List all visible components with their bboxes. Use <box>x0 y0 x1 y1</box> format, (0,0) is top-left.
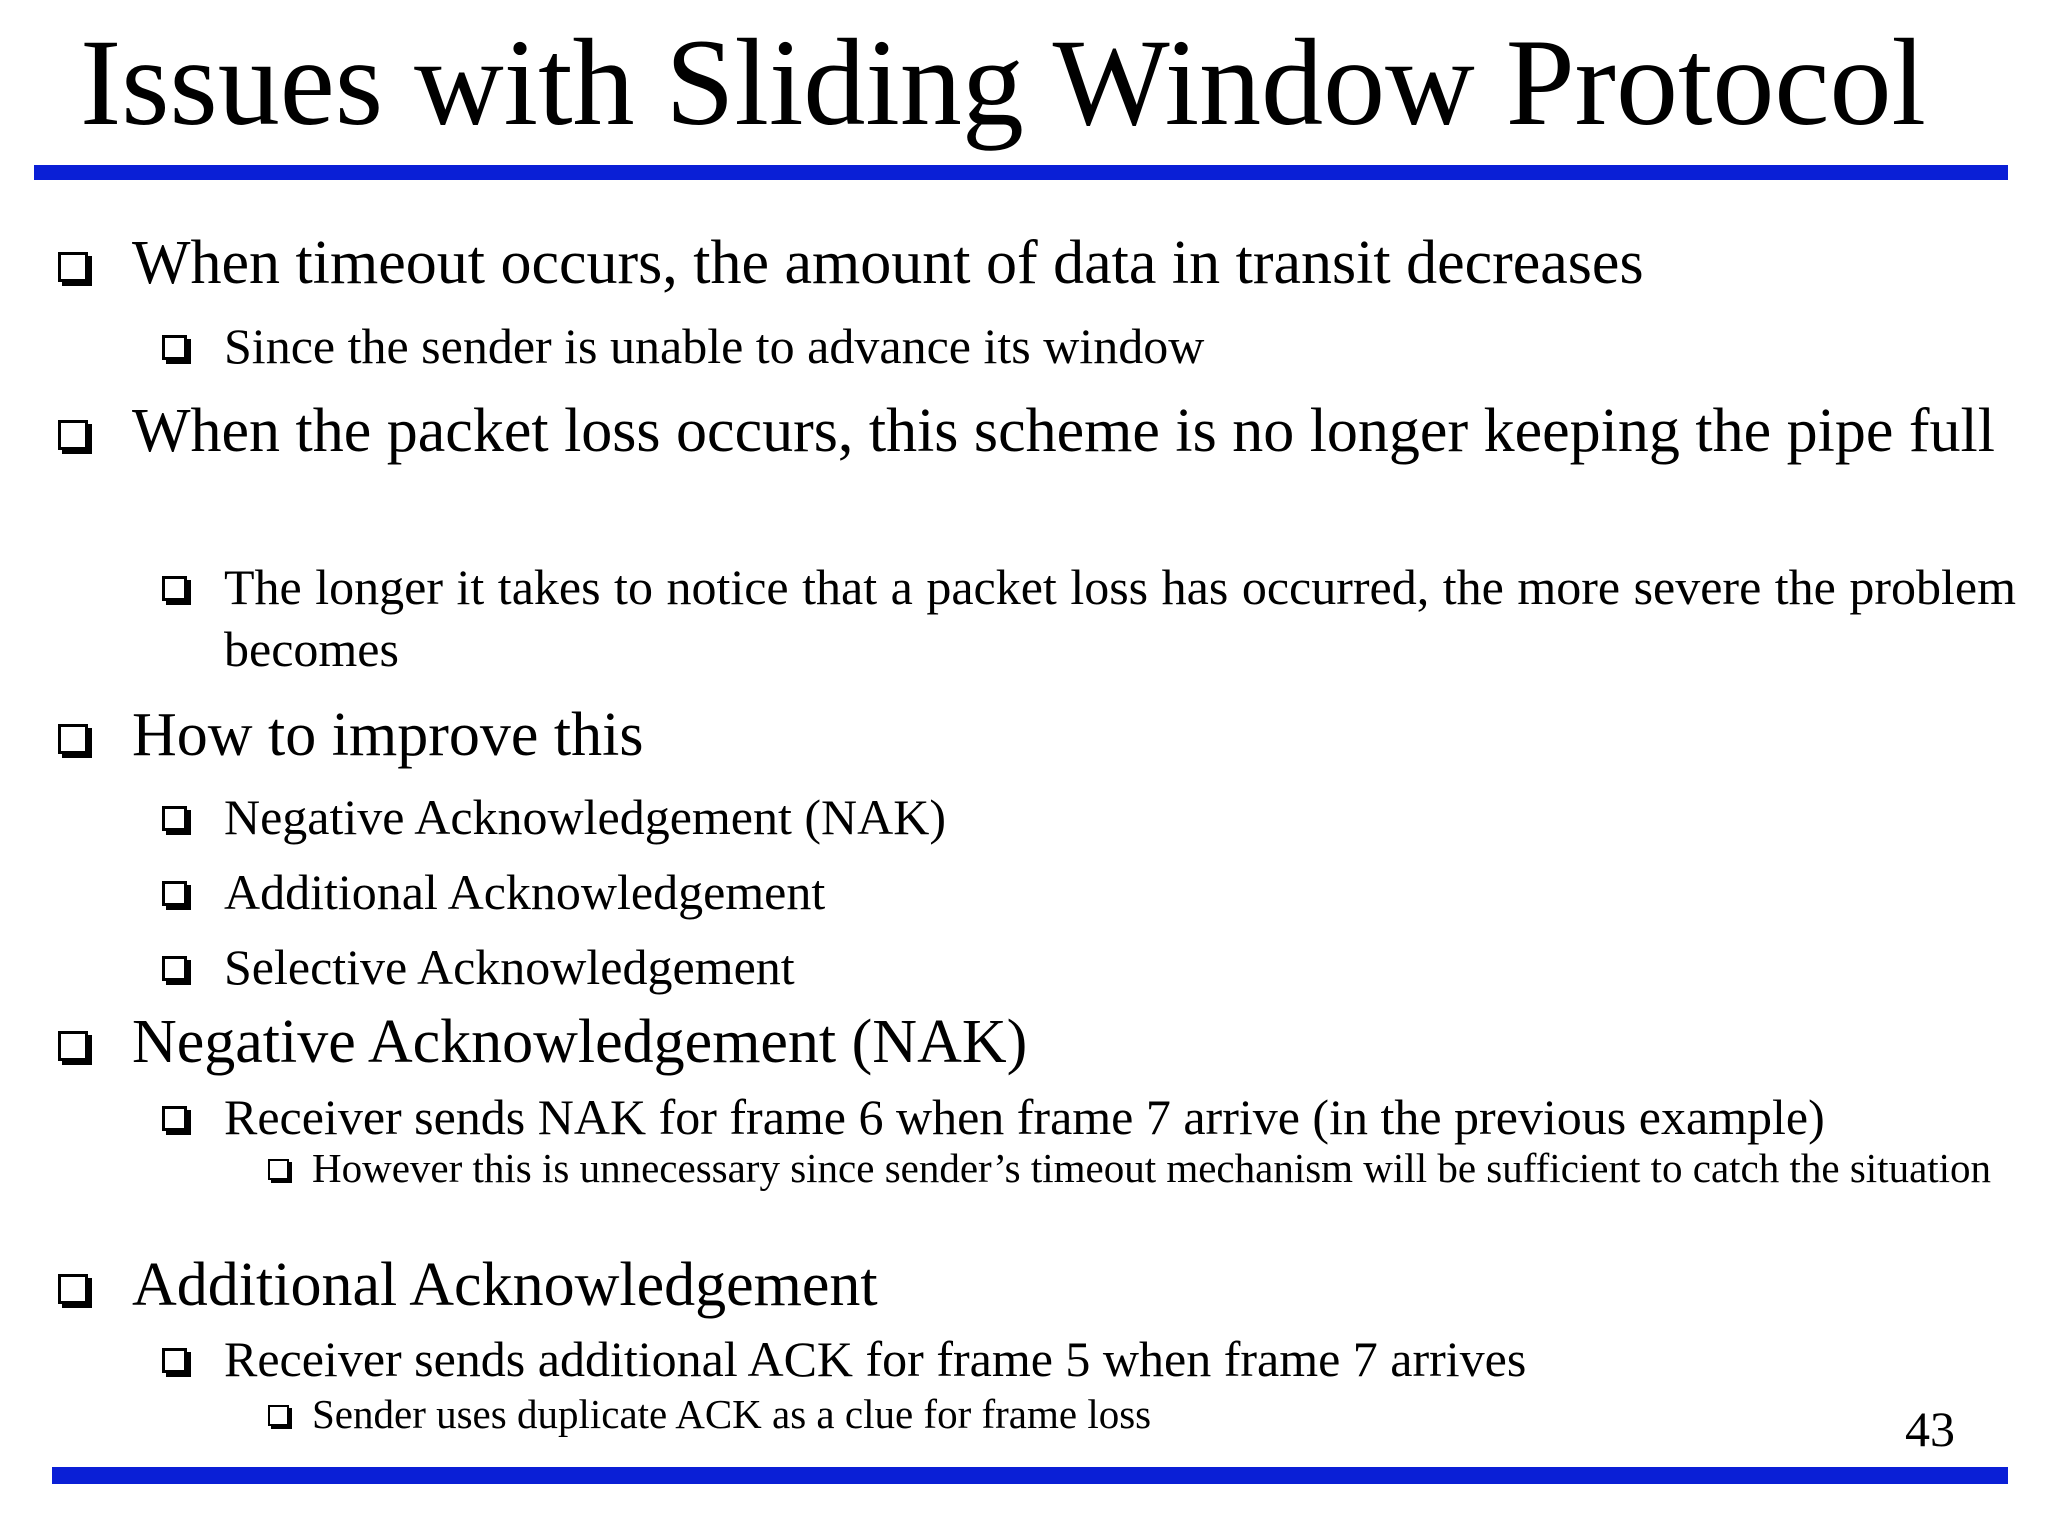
page-number: 43 <box>1905 1401 1955 1457</box>
square-bullet-icon <box>162 806 187 831</box>
bullet-text: Negative Acknowledgement (NAK) <box>132 1008 1028 1076</box>
bullet-nak <box>58 1005 2016 1079</box>
bullet-text: When the packet loss occurs, this scheme is no longer keeping the pipe full <box>132 397 1995 465</box>
bullet-improve-nak <box>162 786 2016 848</box>
bullet-text: When timeout occurs, the amount of data in transit decreases <box>132 229 1644 297</box>
square-bullet-icon <box>162 335 187 360</box>
bullet-nak-sub <box>162 1086 2016 1148</box>
bullet-text: Additional Acknowledgement <box>224 864 826 920</box>
bullet-text: Receiver sends NAK for frame 6 when frame 7 arrive (in the previous example) <box>224 1089 1825 1145</box>
slide-title: Issues with Sliding Window Protocol <box>80 14 1926 151</box>
square-bullet-icon <box>162 1106 187 1131</box>
square-bullet-icon <box>58 252 88 282</box>
bullet-improve <box>58 698 2016 772</box>
square-bullet-icon <box>58 1274 88 1304</box>
bullet-additional-sub <box>162 1328 2016 1390</box>
bullet-text: Negative Acknowledgement (NAK) <box>224 789 946 845</box>
bullet-text: The longer it takes to notice that a packet loss has occurred, the more severe the problem becomes <box>224 559 2016 677</box>
bullet-text: Sender uses duplicate ACK as a clue for frame loss <box>312 1391 1152 1437</box>
bullet-text: Since the sender is unable to advance its window <box>224 318 1205 374</box>
bullet-text: However this is unnecessary since sender’s timeout mechanism will be sufficient to catch the situation <box>312 1145 1992 1191</box>
bullet-text: Selective Acknowledgement <box>224 939 795 995</box>
square-bullet-icon <box>58 420 88 450</box>
square-bullet-icon <box>268 1405 289 1426</box>
square-bullet-icon <box>162 956 187 981</box>
bullet-timeout-sub <box>162 315 2016 377</box>
bullet-packet-loss-sub <box>162 556 2016 680</box>
footer-rule <box>52 1467 2008 1484</box>
square-bullet-icon <box>162 881 187 906</box>
bullet-improve-additional <box>162 861 2016 923</box>
bullet-text: Additional Acknowledgement <box>132 1251 878 1319</box>
bullet-nak-sub-detail <box>268 1146 2016 1191</box>
bullet-text: Receiver sends additional ACK for frame 5 when frame 7 arrives <box>224 1331 1527 1387</box>
square-bullet-icon <box>58 1031 88 1061</box>
bullet-packet-loss <box>58 394 2016 468</box>
bullet-timeout <box>58 226 2016 300</box>
bullet-improve-selective <box>162 936 2016 998</box>
square-bullet-icon <box>58 724 88 754</box>
square-bullet-icon <box>162 576 187 601</box>
square-bullet-icon <box>162 1348 187 1373</box>
bullet-additional <box>58 1248 2016 1322</box>
title-underline <box>34 165 2008 180</box>
bullet-additional-sub-detail <box>268 1392 2016 1437</box>
bullet-text: How to improve this <box>132 701 644 769</box>
square-bullet-icon <box>268 1159 289 1180</box>
